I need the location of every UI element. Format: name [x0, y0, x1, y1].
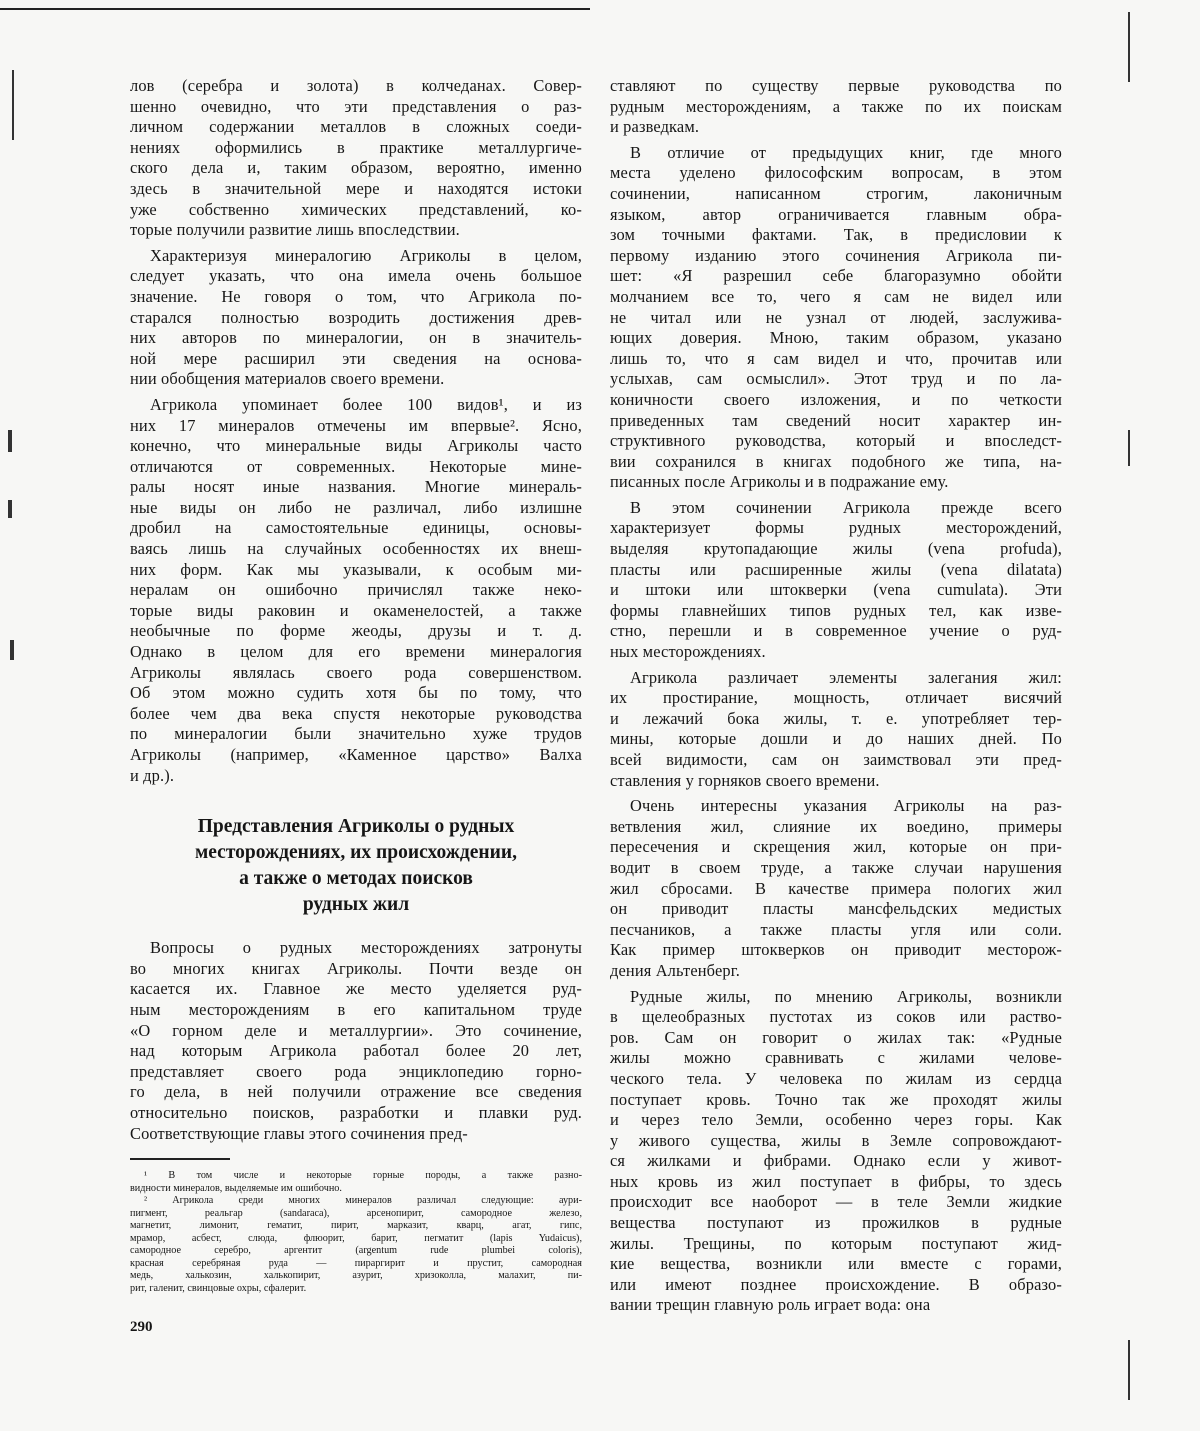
- text-line: жилы можно сравнивать с жилами челове-: [610, 1048, 1062, 1068]
- text-line: языком, автор ограничивается главным обра-: [610, 204, 1062, 224]
- text-line: личном содержании металлов в сложных соеди-: [130, 117, 582, 137]
- text-line: и через тело Земли, особенно через горы. Как: [610, 1110, 1062, 1130]
- text-line: зом точными фактами. Так, в предисловии к: [610, 225, 1062, 245]
- footnote-line: мрамор, асбест, слюда, флюорит, барит, пегматит (lapis Yudaicus),: [130, 1232, 582, 1244]
- heading-line: рудных жил: [302, 894, 410, 916]
- text-line: характеризует формы рудных месторождений,: [610, 518, 1062, 538]
- page-number: 290: [130, 1319, 153, 1335]
- text-line: них 17 минералов отмечены им впервые². Ясно,: [130, 415, 582, 435]
- left-body-text-after-heading: [130, 938, 582, 1144]
- text-line: ные виды он либо не различал, либо излишне: [130, 497, 582, 517]
- right-column: [610, 76, 1062, 1316]
- text-line: Агриколы являлась своего рода совершенством.: [130, 662, 582, 682]
- text-line: ского дела и, таким образом, вероятно, именно: [130, 158, 582, 178]
- text-line: В этом сочинении Агрикола прежде всего: [630, 497, 1062, 517]
- text-line: го дела, в ней получили отражение все сведения: [130, 1082, 582, 1102]
- margin-mark: [1128, 1340, 1130, 1400]
- text-line: ным месторождениям в его капитальном труде: [130, 999, 582, 1019]
- left-body-text: [130, 76, 582, 786]
- paragraph: [130, 246, 582, 390]
- footnote-line: магнетит, лимонит, гематит, пирит, марказит, кварц, агат, гипс,: [130, 1220, 582, 1232]
- text-line: ставляют по существу первые руководства по: [610, 76, 1062, 95]
- paragraph: [130, 76, 582, 241]
- paragraph: [610, 987, 1062, 1317]
- text-line: ветвления жил, слияние их воедино, примеры: [610, 816, 1062, 836]
- text-line: он приводит пласты мансфельдских медистых: [610, 899, 1062, 919]
- heading-line: месторождениях, их происхождении,: [194, 842, 518, 864]
- footnote-line: медь, халькозин, халькопирит, азурит, хризоколла, малахит, пи-: [130, 1270, 582, 1282]
- text-line: значение. Не говоря о том, что Агрикола по-: [130, 286, 582, 306]
- footnote: [130, 1195, 582, 1295]
- text-line: по минералогии были значительно хуже трудов: [130, 724, 582, 744]
- text-line: необычные по форме жеоды, друзы и т. д.: [130, 621, 582, 641]
- text-line: нениях оформились в практике металлургиче-: [130, 137, 582, 157]
- footnote-line: пигмент, реальгар (sandaraca), арсенопирит, самородное железо,: [130, 1207, 582, 1219]
- footnotes: [130, 1170, 582, 1295]
- text-line: Агрикола упоминает более 100 видов¹, и из: [150, 394, 582, 414]
- text-line: торые виды раковин и окаменелостей, а также: [130, 600, 582, 620]
- margin-mark: [1128, 12, 1130, 82]
- text-line: нии обобщения материалов своего времени.: [130, 369, 445, 389]
- text-line: следует указать, что она имела очень большое: [130, 266, 582, 286]
- text-line: пласты или расширенные жилы (vena dilatata): [610, 559, 1062, 579]
- text-line: не читал или не узнал от людей, заслужива-: [610, 307, 1062, 327]
- footnote-line: красная серебряная руда — пираргирит и прустит, самородная: [130, 1257, 582, 1269]
- text-line: первому изданию этого сочинения Агрикола пи-: [610, 245, 1062, 265]
- margin-mark: [12, 70, 14, 140]
- text-line: относительно поисков, разработки и плавки руд.: [130, 1102, 582, 1122]
- text-line: места уделено философским вопросам, в этом: [610, 163, 1062, 183]
- text-line: ной мере расширил эти сведения на основа-: [130, 348, 582, 368]
- text-line: приведенных там сведений носит характер ин-: [610, 410, 1062, 430]
- text-line: структивного руководства, который и впоследст-: [610, 431, 1062, 451]
- text-line: ся жилками и фибрами. Однако если у живот-: [610, 1151, 1062, 1171]
- text-line: Очень интересны указания Агриколы на раз-: [630, 796, 1062, 816]
- footnote-line: ¹ В том числе и некоторые горные породы, а также разно-: [144, 1170, 582, 1182]
- text-line: конечно, что минеральные виды Агриколы часто: [130, 436, 582, 456]
- text-line: и штоки или штокверки (vena cumulata). Эти: [610, 580, 1062, 600]
- text-line: вии сохранился в книгах подобного же типа, на-: [610, 451, 1062, 471]
- text-line: дробил на самостоятельные единицы, основы-: [130, 518, 582, 538]
- text-line: жилы. Трещины, по которым поступают жид-: [610, 1233, 1062, 1253]
- footnote-line: рит, галенит, свинцовые охры, сфалерит.: [130, 1282, 307, 1294]
- paragraph: [610, 76, 1062, 138]
- text-line: стно, перешли и в современное учение о руд-: [610, 621, 1062, 641]
- text-line: жил сбросами. В качестве примера пологих жил: [610, 878, 1062, 898]
- margin-mark: [8, 430, 12, 452]
- text-line: писанных после Агриколы и в подражание ему.: [610, 472, 949, 492]
- text-line: или имеют позднее происхождение. В образо-: [610, 1274, 1062, 1294]
- heading-line: Представления Агриколы о рудных: [197, 816, 515, 838]
- text-line: услыхав, сам осмыслил». Этот труд и по ла-: [610, 369, 1062, 389]
- footnote-line: видности минералов, выделяемые им ошибочно.: [130, 1182, 342, 1194]
- text-line: ных месторождениях.: [610, 642, 766, 662]
- paragraph: [610, 143, 1062, 493]
- text-line: и разведкам.: [610, 117, 700, 137]
- text-line: шенно очевидно, что эти представления о раз-: [130, 96, 582, 116]
- text-line: сочинении, написанном строгим, лаконичным: [610, 183, 1062, 203]
- text-line: песчаников, а также пласты угля или соли.: [610, 919, 1062, 939]
- text-line: Вопросы о рудных месторождениях затронуты: [150, 938, 582, 958]
- footnote: [130, 1170, 582, 1195]
- text-line: представляет своего рода энциклопедию горно-: [130, 1061, 582, 1081]
- text-line: Соответствующие главы этого сочинения пред-: [130, 1123, 468, 1143]
- text-line: их простирание, мощность, отличает висячий: [610, 688, 1062, 708]
- text-line: «О горном деле и металлургии». Это сочинение,: [130, 1020, 582, 1040]
- footnote-rule: [130, 1158, 230, 1160]
- text-line: старался полностью возродить достижения древ-: [130, 307, 582, 327]
- text-line: касается их. Главное же место уделяется руд-: [130, 979, 582, 999]
- text-line: более чем два века спустя некоторые руководства: [130, 703, 582, 723]
- text-line: отличаются от современных. Некоторые мине-: [130, 456, 582, 476]
- text-line: нералам он ошибочно причислял также неко-: [130, 580, 582, 600]
- heading-line: а также о методах поисков: [239, 868, 473, 890]
- text-line: ющих доверия. Мною, таким образом, указано: [610, 328, 1062, 348]
- text-line: во многих книгах Агриколы. Почти везде он: [130, 958, 582, 978]
- footnote-line: самородное серебро, аргентит (argentum rude plumbei coloris),: [130, 1245, 582, 1257]
- text-line: ваясь лишь на случайных особенностях их внеш-: [130, 539, 582, 559]
- text-line: в щелеобразных пустотах из соков или раство-: [610, 1007, 1062, 1027]
- text-line: дения Альтенберг.: [610, 960, 740, 980]
- text-line: пересечения и скрещения жил, которые он при-: [610, 837, 1062, 857]
- text-line: ставления у горняков своего времени.: [610, 770, 880, 790]
- text-line: ров. Сам он говорит о жилах так: «Рудные: [610, 1027, 1062, 1047]
- paragraph: [610, 498, 1062, 663]
- text-line: шет: «Я разрешил себе благоразумно обойти: [610, 266, 1062, 286]
- text-line: рудным месторождениям, а также по их поискам: [610, 96, 1062, 116]
- left-column: [130, 76, 582, 1295]
- text-line: Рудные жилы, по мнению Агриколы, возникли: [630, 986, 1062, 1006]
- text-line: Однако в целом для его времени минералогия: [130, 642, 582, 662]
- text-line: молчанием все то, чего я сам не видел или: [610, 286, 1062, 306]
- text-line: них форм. Как мы указывали, к особым ми-: [130, 559, 582, 579]
- text-line: и др.).: [130, 765, 175, 785]
- text-line: вании трещин главную роль играет вода: она: [610, 1295, 931, 1315]
- margin-mark: [10, 640, 14, 660]
- text-line: них авторов по минералогии, он в значитель-: [130, 328, 582, 348]
- text-line: мины, которые дошли и до наших дней. По: [610, 729, 1062, 749]
- text-line: ных кровь из жил поступает в фибры, то здесь: [610, 1171, 1062, 1191]
- text-line: ралы носят иные названия. Многие минераль-: [130, 477, 582, 497]
- text-line: Характеризуя минералогию Агриколы в целом,: [150, 245, 582, 265]
- text-line: лов (серебра и золота) в колчеданах. Совер-: [130, 76, 582, 95]
- top-rule: [0, 8, 590, 10]
- text-line: формы главнейших типов рудных тел, как изве-: [610, 600, 1062, 620]
- text-line: уже собственно химических представлений, ко-: [130, 199, 582, 219]
- text-line: Агрикола различает элементы залегания жил:: [630, 667, 1062, 687]
- text-line: коничности своего изложения, и по четкости: [610, 389, 1062, 409]
- text-line: Агриколы (например, «Каменное царство» Валха: [130, 745, 582, 764]
- section-heading: [130, 814, 582, 918]
- right-body-text: [610, 76, 1062, 1316]
- text-line: здесь в значительной мере и находятся истоки: [130, 178, 582, 198]
- text-line: кие вещества, возникли или вместе с горами,: [610, 1254, 1062, 1274]
- text-line: ческого тела. У человека по жилам из сердца: [610, 1068, 1062, 1088]
- text-line: торые получили развитие лишь впоследствии.: [130, 220, 460, 240]
- text-line: Как пример штокверков он приводит месторож-: [610, 940, 1062, 960]
- text-line: выделяя крутопадающие жилы (vena profuda),: [610, 539, 1062, 559]
- text-line: лишь то, что я сам видел и что, прочитав или: [610, 348, 1062, 368]
- text-line: водит в своем труде, а также случаи нарушения: [610, 857, 1062, 877]
- text-line: и лежачий бока жилы, т. е. употребляет тер-: [610, 708, 1062, 728]
- paragraph: [130, 938, 582, 1144]
- text-line: В отличие от предыдущих книг, где много: [630, 142, 1062, 162]
- text-line: Об этом можно судить хотя бы по тому, что: [130, 683, 582, 703]
- footnote-line: ² Агрикола среди многих минералов различал следующие: аури-: [144, 1195, 582, 1207]
- text-line: вещества поступают из прожилков в рудные: [610, 1213, 1062, 1233]
- paragraph: [610, 796, 1062, 981]
- text-line: над которым Агрикола работал более 20 лет,: [130, 1041, 582, 1061]
- text-line: происходит все наоборот — в теле Земли жидкие: [610, 1192, 1062, 1212]
- margin-mark: [1128, 430, 1130, 466]
- paragraph: [130, 395, 582, 786]
- margin-mark: [8, 500, 12, 518]
- text-line: у живого существа, жилы в Земле сопровождают-: [610, 1130, 1062, 1150]
- paragraph: [610, 668, 1062, 792]
- text-line: всей видимости, сам он заимствовал эти пред-: [610, 750, 1062, 769]
- text-line: поступает кровь. Точно так же проходят жилы: [610, 1089, 1062, 1109]
